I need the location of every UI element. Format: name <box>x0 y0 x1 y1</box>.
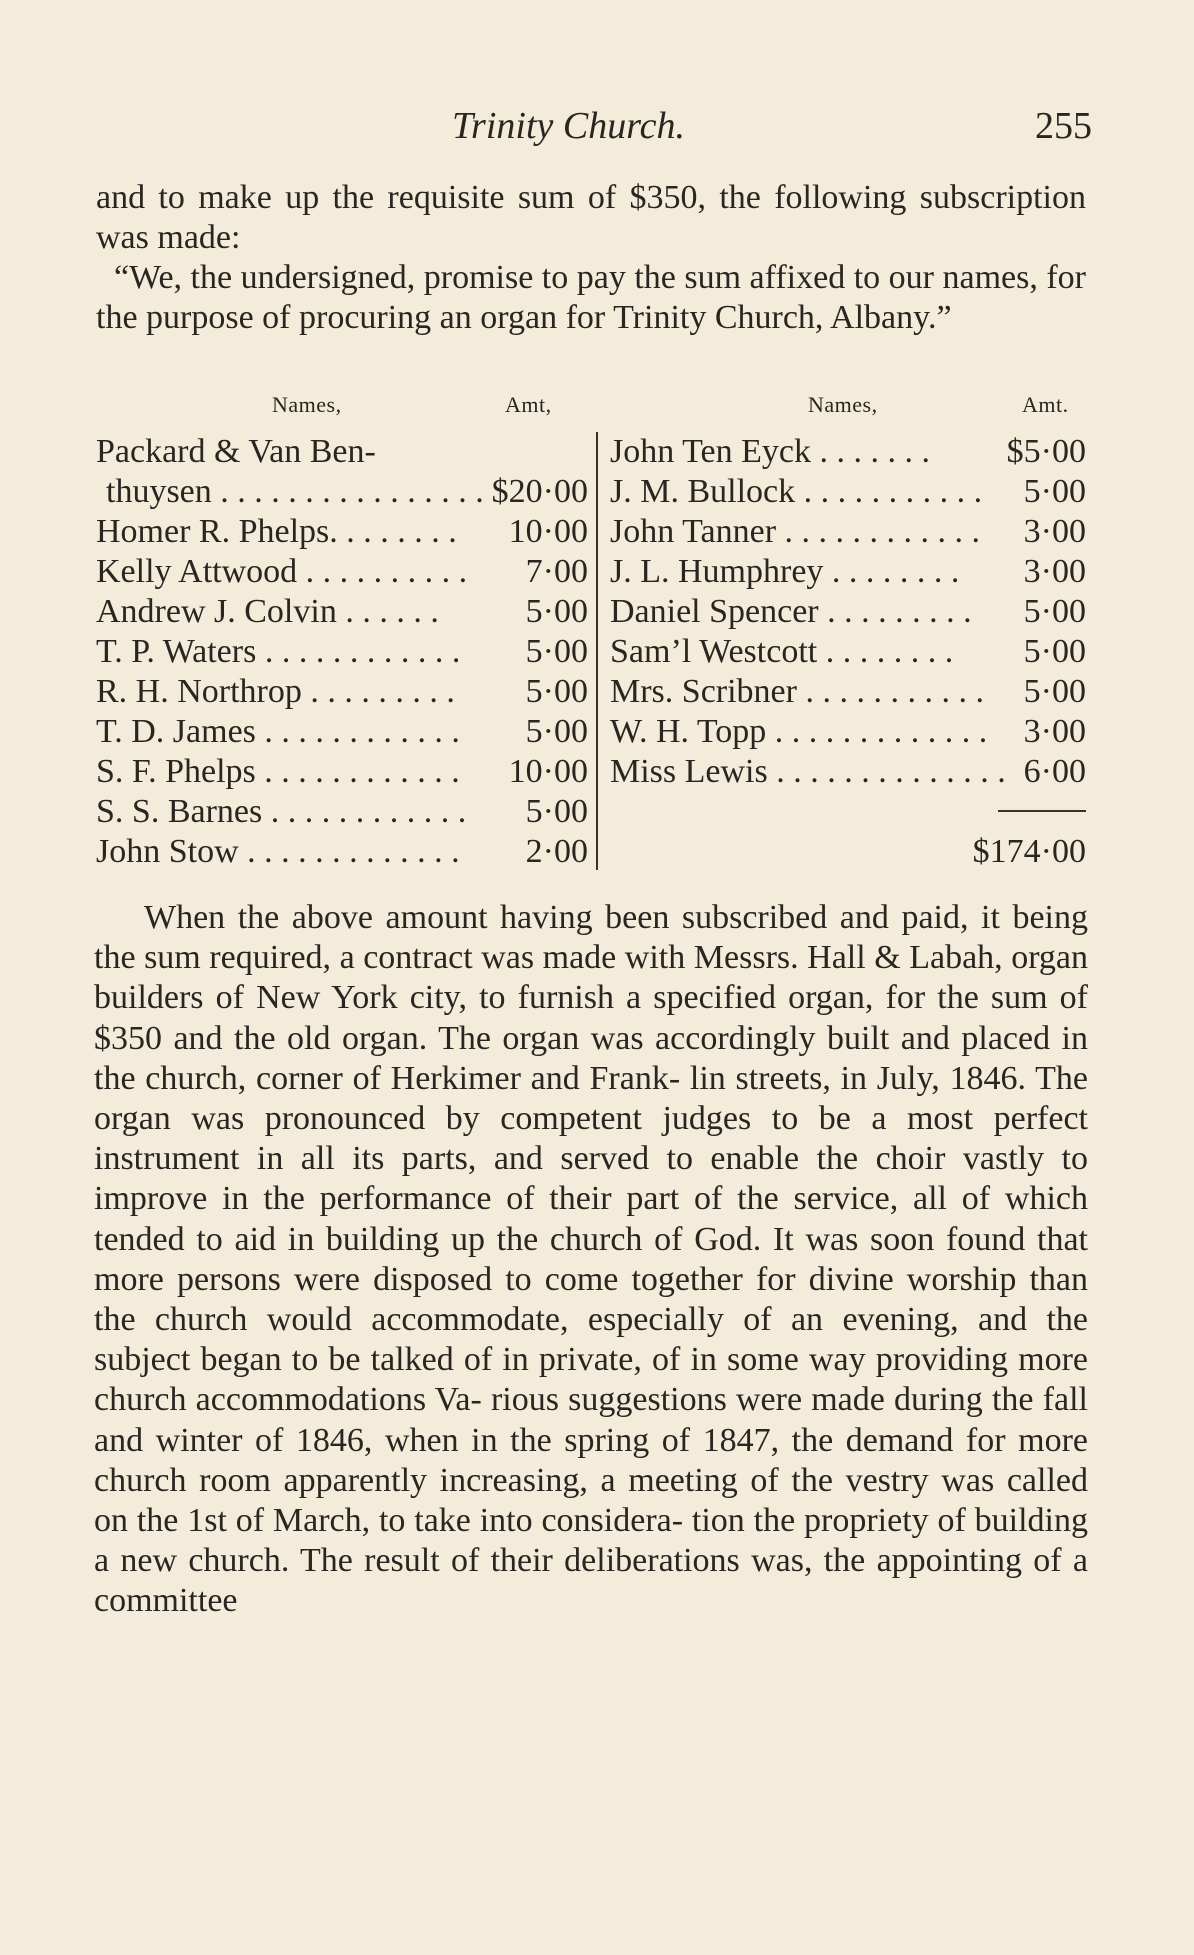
subscription-total: $174·00 <box>972 833 1086 870</box>
subscriber-amount: 5·00 <box>1018 592 1086 632</box>
subscriber-name: John Tanner . . . . . . . . . . . . <box>610 513 981 550</box>
subscriber-amount: 5·00 <box>520 712 588 752</box>
subscriber-name: Miss Lewis . . . . . . . . . . . . . . <box>610 753 1006 790</box>
subscription-quote: “We, the undersigned, promise to pay the sum affixed to our names, for the purpose of procuring an organ for Trinity Church, Albany.” <box>96 259 1086 336</box>
left-column <box>96 432 588 872</box>
table-row <box>96 672 588 712</box>
subscriber-name: thuysen . . . . . . . . . . . . . . . . <box>106 473 484 510</box>
subscriber-name: Andrew J. Colvin . . . . . . <box>96 593 439 630</box>
page-number: 255 <box>1035 105 1092 147</box>
subscriber-amount: 5·00 <box>520 672 588 712</box>
subscriber-amount: 6·00 <box>1018 752 1086 792</box>
table-row <box>610 712 1086 752</box>
subscriber-name: S. S. Barnes . . . . . . . . . . . . <box>96 793 467 830</box>
subscriber-amount: 10·00 <box>503 752 588 792</box>
left-names-header: Names, <box>272 392 342 417</box>
subscriber-name: J. L. Humphrey . . . . . . . . <box>610 553 960 590</box>
table-row <box>610 632 1086 672</box>
table-row <box>96 552 588 592</box>
subscriber-name: Sam’l Westcott . . . . . . . . <box>610 633 954 670</box>
table-row <box>96 472 588 512</box>
subscriber-name: W. H. Topp . . . . . . . . . . . . . <box>610 713 988 750</box>
subscriber-amount: 5·00 <box>1018 672 1086 712</box>
subscriber-name: S. F. Phelps . . . . . . . . . . . . <box>96 753 460 790</box>
left-amt-header: Amt, <box>505 392 552 417</box>
table-row <box>96 432 588 472</box>
subscriber-name: Packard & Van Ben- <box>96 433 376 470</box>
subscriber-name: John Stow . . . . . . . . . . . . . <box>96 833 460 870</box>
right-column <box>610 432 1086 870</box>
subscription-table <box>96 432 1086 872</box>
subscriber-amount: 2·00 <box>520 832 588 872</box>
subscriber-amount: 5·00 <box>520 792 588 832</box>
table-row <box>610 752 1086 792</box>
right-amt-header: Amt. <box>1022 392 1069 417</box>
subscriber-amount: 7·00 <box>520 552 588 592</box>
subscriber-amount: 5·00 <box>1018 632 1086 672</box>
subscriber-amount: 5·00 <box>520 592 588 632</box>
subscriber-name: Daniel Spencer . . . . . . . . . <box>610 593 972 630</box>
subscriber-amount: $5·00 <box>1001 432 1086 472</box>
table-row <box>610 512 1086 552</box>
subscriber-name: Mrs. Scribner . . . . . . . . . . . <box>610 673 984 710</box>
subscriber-name: J. M. Bullock . . . . . . . . . . . <box>610 473 983 510</box>
subscriber-amount: 10·00 <box>503 512 588 552</box>
table-row <box>96 512 588 552</box>
intro-line: and to make up the requisite sum of $350, the following subscription was made: <box>96 179 1086 256</box>
table-row <box>610 592 1086 632</box>
table-row <box>96 832 588 872</box>
subscriber-name: Homer R. Phelps. . . . . . . . <box>96 513 457 550</box>
table-row <box>96 712 588 752</box>
table-row <box>610 672 1086 712</box>
subscriber-name: R. H. Northrop . . . . . . . . . <box>96 673 455 710</box>
subscriber-name: T. D. James . . . . . . . . . . . . <box>96 713 460 750</box>
subscriber-name: John Ten Eyck . . . . . . . <box>610 433 930 470</box>
subscriber-name: T. P. Waters . . . . . . . . . . . . <box>96 633 461 670</box>
table-row <box>610 552 1086 592</box>
running-title: Trinity Church. <box>452 105 685 147</box>
body-paragraph <box>94 898 1088 1622</box>
subscriber-amount: 5·00 <box>520 632 588 672</box>
running-header <box>92 104 1092 154</box>
column-divider <box>596 432 598 870</box>
body-text: When the above amount having been subscribed and paid, it being the sum required, a contract was made with Messrs. Hall & Labah, organ builders of New York city, to furnish a specified organ, for the sum of $350 and the old organ. The organ was accordingly built and placed in the church, corner of Herkimer and Frank- lin streets, in July, 1846. The organ was pronounced by competent judges to be a most perfect instrument in all its parts, and served to enable the choir vastly to improve in the performance of their part of the service, all of which tended to aid in building up the church of God. It was soon found that more persons were disposed to come together for divine worship than the church would accommodate, especially of an evening, and the subject began to be talked of in private, of in some way providing more church accommodations Va- rious suggestions were made during the fall and winter of 1846, when in the spring of 1847, the demand for more church room apparently increasing, a meeting of the vestry was called on the 1st of March, to take into considera- tion the propriety of building a new church. The result of their deliberations was, the appointing of a committee <box>94 899 1088 1620</box>
subscriber-amount: 5·00 <box>1018 472 1086 512</box>
table-row <box>96 592 588 632</box>
table-row <box>610 432 1086 472</box>
table-row <box>610 472 1086 512</box>
total-rule <box>998 810 1086 812</box>
subscriber-name: Kelly Attwood . . . . . . . . . . <box>96 553 468 590</box>
subscriber-amount: 3·00 <box>1018 512 1086 552</box>
table-row <box>96 792 588 832</box>
subscriber-amount: 3·00 <box>1018 712 1086 752</box>
table-row <box>96 752 588 792</box>
subscriber-amount: $20·00 <box>486 472 588 512</box>
right-names-header: Names, <box>808 392 878 417</box>
subscriber-amount: 3·00 <box>1018 552 1086 592</box>
intro-text <box>96 178 1086 338</box>
table-row <box>96 632 588 672</box>
